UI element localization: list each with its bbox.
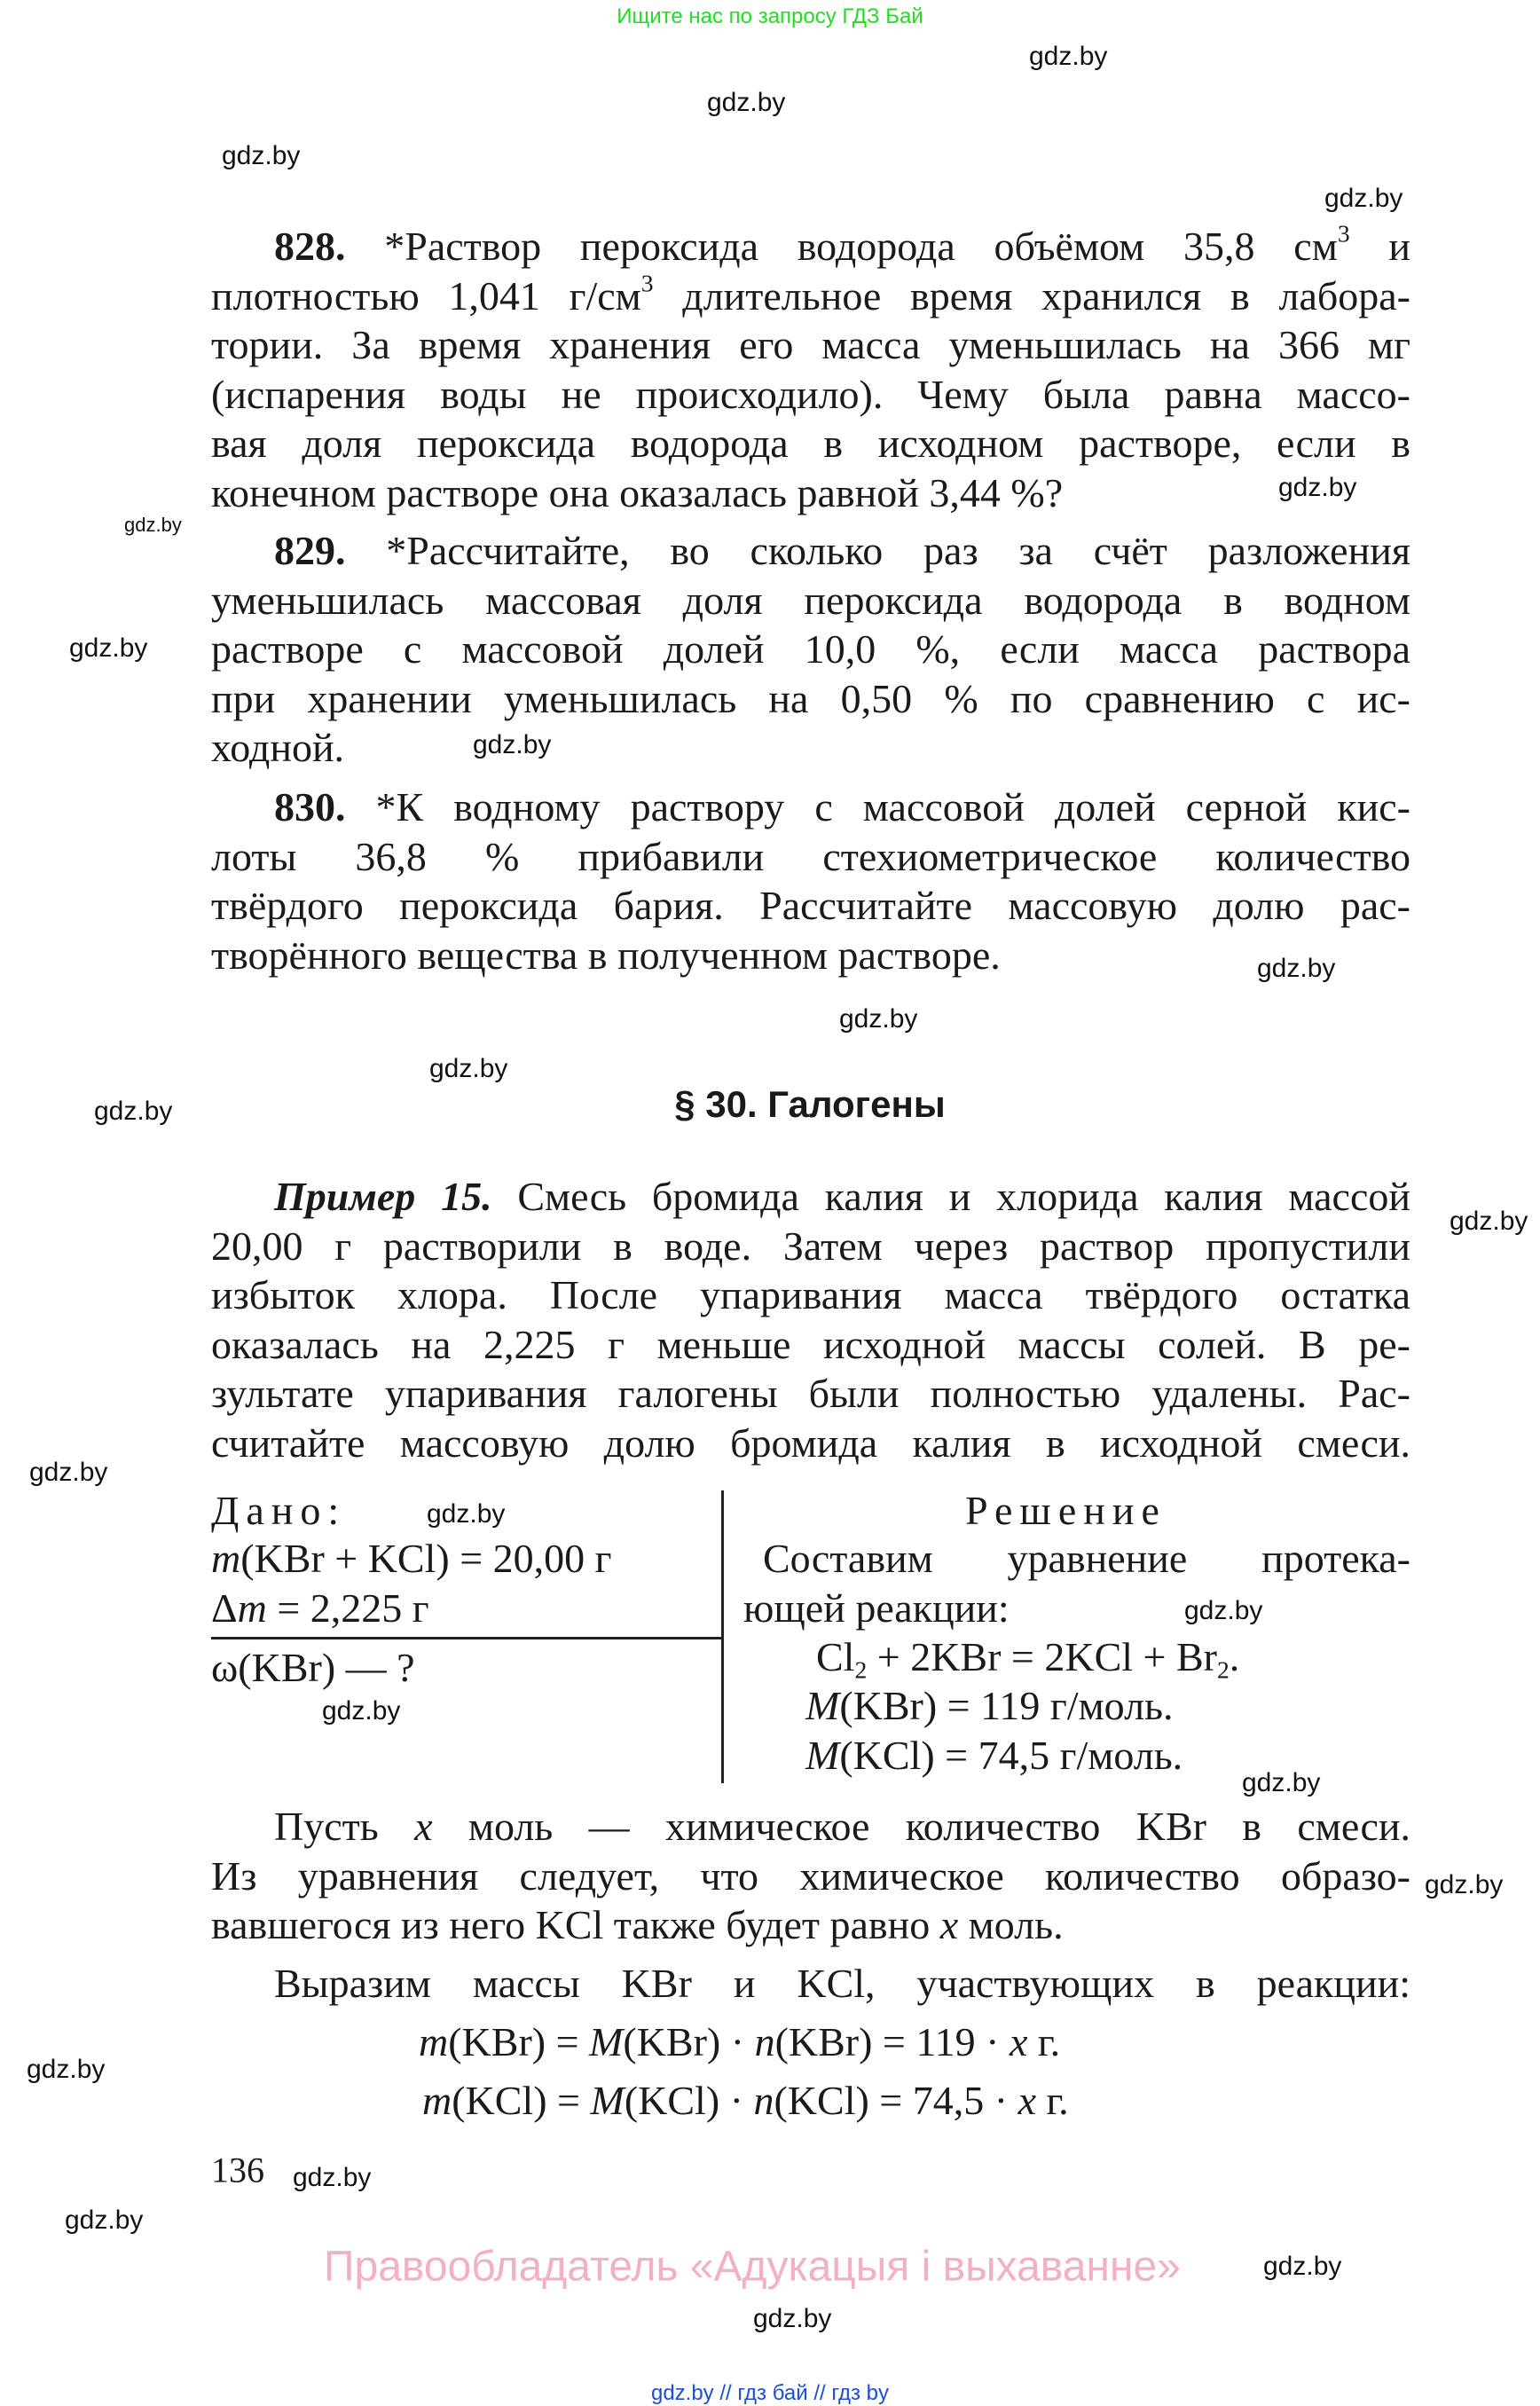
text-line	[211, 1852, 1410, 1901]
text-segment: (испарения воды не происходило). Чему была равна массо-	[211, 371, 1410, 417]
solution-title: Решение	[965, 1488, 1167, 1533]
text-segment: считайте массовую долю бромида калия в исходной смеси.	[211, 1419, 1410, 1466]
example-15-text	[211, 1172, 1410, 1467]
text-segment: *К водному раствору с массовой долей серной кис-	[345, 784, 1410, 830]
watermark-text: gdz.by	[1257, 954, 1336, 983]
watermark-text: gdz.by	[69, 633, 148, 663]
text-line	[211, 723, 1410, 773]
text-line	[211, 674, 1410, 724]
watermark-text: gdz.by	[1324, 184, 1403, 213]
problem-828	[211, 219, 1410, 517]
text-segment: Смесь бромида калия и хлорида калия массой	[491, 1174, 1410, 1219]
molar-mass-kbr	[805, 1684, 1174, 1728]
text-segment: моль — химическое количество KBr в смеси.	[432, 1804, 1410, 1849]
text-line	[211, 782, 1410, 832]
express-masses	[211, 1959, 1410, 2009]
text-segment: .	[1229, 1634, 1240, 1679]
text-segment: ω(KBr) — ?	[211, 1645, 415, 1690]
text-segment: + 2KBr = 2KCl + Br	[867, 1634, 1217, 1679]
text-segment: ющей реакции:	[743, 1585, 1010, 1631]
text-line	[211, 1222, 1410, 1271]
text-segment: вавшегося из него KCl также будет равно	[211, 1902, 940, 1947]
watermark-text: gdz.by	[293, 2163, 372, 2192]
watermark-text: gdz.by	[27, 2055, 106, 2084]
molar-mass-kcl	[805, 1734, 1182, 1778]
solution-continuation	[211, 1802, 1410, 1950]
text-segment: Пример 15.	[274, 1174, 492, 1219]
text-segment: вая доля пероксида водорода в исходном растворе, если в	[211, 421, 1410, 466]
text-segment: M	[589, 2019, 624, 2064]
text-segment: x	[939, 1902, 959, 1947]
text-segment: n	[753, 2078, 774, 2123]
watermark-text: gdz.by	[429, 1054, 508, 1083]
text-line	[211, 625, 1410, 674]
table-divider	[721, 1490, 724, 1783]
text-segment: Составим уравнение протека-	[763, 1536, 1410, 1581]
footer-links[interactable]: gdz.by // гдз бай // гдз by	[650, 2381, 890, 2405]
text-segment: = 2,225 г	[266, 1585, 429, 1631]
watermark-text: gdz.by	[29, 1458, 108, 1487]
text-segment: m	[419, 2019, 449, 2064]
text-segment: Δ	[211, 1585, 238, 1631]
text-line	[211, 370, 1410, 420]
text-line	[211, 832, 1410, 882]
watermark-text: gdz.by	[707, 88, 786, 117]
text-segment: Пусть	[274, 1804, 415, 1849]
text-segment: 828.	[274, 224, 346, 269]
section-heading: § 30. Галогены	[674, 1083, 946, 1125]
page-number: 136	[211, 2150, 264, 2190]
text-segment: m	[211, 1536, 241, 1581]
watermark-text: gdz.by	[1263, 2252, 1342, 2281]
watermark-text: gdz.by	[427, 1499, 506, 1529]
text-segment: и	[1349, 224, 1410, 269]
text-segment: оказалась на 2,225 г меньше исходной массы солей. В ре-	[211, 1321, 1410, 1367]
watermark-text: gdz.by	[1029, 42, 1108, 71]
solution-text	[743, 1586, 1010, 1631]
watermark-text: gdz.by	[94, 1097, 173, 1126]
text-segment: конечном растворе она оказалась равной 3,44 %?	[211, 469, 1064, 515]
text-line	[211, 419, 1410, 468]
text-line	[211, 526, 1410, 576]
text-line	[211, 219, 1410, 271]
text-line	[211, 931, 1410, 983]
text-line	[211, 1959, 1410, 2009]
text-line	[211, 1802, 1410, 1852]
reaction-equation	[816, 1634, 1240, 1684]
text-segment: m	[237, 1585, 267, 1631]
solution-text	[763, 1537, 1410, 1581]
text-segment: избыток хлора. После упаривания масса твёрдого остатка	[211, 1272, 1410, 1317]
given-delta-mass	[211, 1586, 429, 1631]
text-line	[211, 1320, 1410, 1370]
text-segment: M	[805, 1733, 840, 1778]
watermark-text: gdz.by	[1278, 473, 1357, 502]
text-segment: *Рассчитайте, во сколько раз за счёт разложения	[345, 528, 1410, 573]
text-line	[211, 1369, 1410, 1419]
text-segment: лоты 36,8 % прибавили стехиометрическое количество	[211, 833, 1410, 879]
text-segment: 2	[1217, 1655, 1230, 1684]
text-segment: Cl	[816, 1634, 855, 1679]
text-segment: (KCl) =	[452, 2078, 591, 2123]
given-divider	[211, 1637, 723, 1639]
top-banner-link[interactable]: Ищите нас по запросу ГДЗ Бай	[617, 4, 923, 28]
text-segment: плотностью 1,041 г/см	[211, 272, 641, 318]
text-segment: (KCl) = 74,5 ·	[774, 2078, 1018, 2123]
copyright-notice: Правообладатель «Адукацыя і выхаванне»	[324, 2243, 1181, 2291]
text-segment: уменьшилась массовая доля пероксида водорода в водном	[211, 577, 1410, 623]
text-line	[211, 268, 1410, 321]
watermark-text: gdz.by	[322, 1696, 401, 1726]
watermark-text: gdz.by	[473, 730, 552, 759]
problem-830	[211, 782, 1410, 979]
text-segment: моль.	[958, 1902, 1064, 1947]
given-mass	[211, 1537, 612, 1581]
text-segment: растворе с массовой долей 10,0 %, если масса раствора	[211, 626, 1410, 672]
text-line	[211, 1900, 1410, 1950]
watermark-text: gdz.by	[222, 141, 301, 170]
text-segment: (KBr) = 119 ·	[774, 2019, 1010, 2064]
text-segment: зультате упаривания галогены были полностью удалены. Рас-	[211, 1371, 1410, 1416]
text-segment: 829.	[274, 528, 346, 573]
text-segment: *Раствор пероксида водорода объёмом 35,8 см	[345, 224, 1338, 269]
text-segment: г.	[1035, 2078, 1069, 2123]
watermark-text: gdz.by	[124, 514, 182, 536]
watermark-text: gdz.by	[1242, 1768, 1321, 1797]
text-line	[211, 320, 1410, 370]
text-segment: творённого вещества в полученном растворе.	[211, 932, 1001, 978]
text-segment: твёрдого пероксида бария. Рассчитайте массовую долю рас-	[211, 883, 1410, 928]
watermark-text: gdz.by	[1184, 1596, 1263, 1625]
text-line	[211, 1419, 1410, 1468]
text-segment: (KBr) ·	[623, 2019, 755, 2064]
text-segment: x	[1009, 2019, 1028, 2064]
text-segment: 20,00 г растворили в воде. Затем через раствор пропустили	[211, 1223, 1410, 1269]
text-segment: длительное время хранился в лабора-	[653, 272, 1410, 318]
watermark-text: gdz.by	[839, 1004, 918, 1034]
text-segment: 3	[1337, 219, 1350, 248]
text-line	[211, 468, 1410, 518]
text-segment: (KCl) ·	[624, 2078, 754, 2123]
text-segment: (KCl) = 74,5 г/моль.	[839, 1733, 1183, 1778]
text-segment: M	[590, 2078, 625, 2123]
text-line	[211, 576, 1410, 625]
text-segment: x	[1018, 2078, 1036, 2123]
text-segment: (KBr + KCl) = 20,00 г	[240, 1536, 612, 1581]
text-segment: (KBr) = 119 г/моль.	[839, 1683, 1174, 1728]
text-line	[211, 1270, 1410, 1320]
watermark-text: gdz.by	[1450, 1207, 1528, 1236]
given-title: Дано:	[211, 1488, 347, 1533]
watermark-text: gdz.by	[65, 2206, 144, 2235]
watermark-text: gdz.by	[753, 2304, 832, 2333]
watermark-text: gdz.by	[1425, 1870, 1504, 1899]
formula-mass-kcl	[422, 2079, 1069, 2123]
text-segment: m	[422, 2078, 452, 2123]
text-segment: 3	[640, 268, 654, 296]
text-segment: ходной.	[211, 725, 345, 770]
problem-829	[211, 526, 1410, 773]
text-segment: Выразим массы KBr и KCl, участвующих в реакции:	[274, 1961, 1410, 2006]
text-segment: (KBr) =	[448, 2019, 590, 2064]
text-line	[211, 881, 1410, 931]
text-segment: Из уравнения следует, что химическое количество образо-	[211, 1852, 1410, 1899]
formula-mass-kbr	[419, 2020, 1060, 2064]
text-segment: M	[805, 1683, 840, 1728]
find-quantity	[211, 1646, 415, 1690]
text-segment: при хранении уменьшилась на 0,50 % по сравнению с ис-	[211, 675, 1410, 721]
text-segment: тории. За время хранения его масса уменьшилась на 366 мг	[211, 322, 1410, 367]
text-segment: г.	[1027, 2019, 1061, 2064]
text-segment: x	[414, 1804, 433, 1849]
text-segment: 830.	[274, 784, 346, 830]
text-line	[211, 1172, 1410, 1222]
text-segment: 2	[854, 1655, 868, 1684]
text-segment: n	[754, 2019, 775, 2064]
